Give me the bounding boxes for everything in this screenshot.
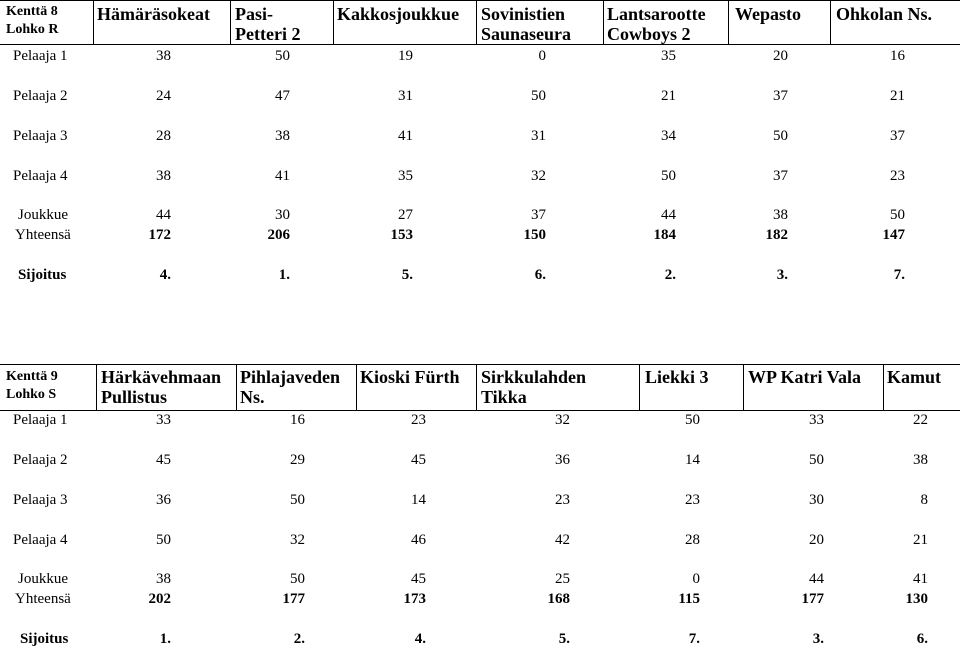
cell-value: 16 — [890, 48, 905, 64]
cell-value: 45 — [411, 571, 426, 587]
cell-value: 20 — [773, 48, 788, 64]
team-name: Hämäräsokeat — [97, 4, 210, 24]
row-rule — [0, 410, 960, 411]
team-name: Cowboys 2 — [607, 24, 691, 44]
header-divider — [476, 364, 477, 410]
cell-value: 37 — [773, 88, 788, 104]
cell-value: 14 — [411, 492, 426, 508]
cell-value: 50 — [890, 207, 905, 223]
cell-value: 177 — [801, 591, 824, 607]
cell-value: 6. — [916, 631, 928, 647]
header-divider — [356, 364, 357, 410]
header-divider — [603, 0, 604, 44]
row-label: Yhteensä — [15, 227, 71, 243]
cell-value: 33 — [809, 412, 824, 428]
cell-value: 41 — [913, 571, 928, 587]
cell-value: 16 — [290, 412, 305, 428]
cell-value: 37 — [773, 168, 788, 184]
table-row — [0, 453, 960, 473]
row-label: Pelaaja 3 — [13, 128, 68, 144]
cell-value: 30 — [809, 492, 824, 508]
cell-value: 44 — [809, 571, 824, 587]
table-row — [0, 208, 960, 228]
cell-value: 38 — [156, 48, 171, 64]
cell-value: 21 — [661, 88, 676, 104]
row-label: Sijoitus — [20, 631, 69, 647]
cell-value: 30 — [275, 207, 290, 223]
team-name: Ns. — [240, 387, 265, 407]
cell-value: 7. — [893, 267, 905, 283]
cell-value: 46 — [411, 532, 426, 548]
row-label: Joukkue — [18, 571, 68, 587]
team-name: Wepasto — [735, 4, 802, 24]
cell-value: 21 — [913, 532, 928, 548]
corner-label: Kenttä 9 — [6, 369, 58, 384]
cell-value: 3. — [776, 267, 788, 283]
cell-value: 4. — [414, 631, 426, 647]
header-divider — [333, 0, 334, 44]
team-name: Härkävehmaan — [101, 367, 222, 387]
cell-value: 41 — [275, 168, 290, 184]
team-name: Sovinistien — [481, 4, 566, 24]
row-label: Pelaaja 4 — [13, 532, 68, 548]
cell-value: 28 — [156, 128, 171, 144]
cell-value: 44 — [661, 207, 676, 223]
header-divider — [476, 0, 477, 44]
cell-value: 130 — [905, 591, 928, 607]
cell-value: 147 — [882, 227, 905, 243]
cell-value: 32 — [555, 412, 570, 428]
header-divider — [743, 364, 744, 410]
row-label: Sijoitus — [18, 267, 67, 283]
cell-value: 27 — [398, 207, 413, 223]
cell-value: 50 — [531, 88, 546, 104]
cell-value: 42 — [555, 532, 570, 548]
team-name: Kioski Fürth — [360, 367, 460, 387]
cell-value: 206 — [267, 227, 290, 243]
cell-value: 182 — [765, 227, 788, 243]
cell-value: 0 — [692, 571, 700, 587]
cell-value: 5. — [558, 631, 570, 647]
team-name: Sirkkulahden — [481, 367, 587, 387]
header-divider — [639, 364, 640, 410]
cell-value: 4. — [159, 267, 171, 283]
cell-value: 2. — [664, 267, 676, 283]
cell-value: 177 — [282, 591, 305, 607]
cell-value: 21 — [890, 88, 905, 104]
cell-value: 32 — [290, 532, 305, 548]
cell-value: 184 — [653, 227, 676, 243]
cell-value: 35 — [661, 48, 676, 64]
cell-value: 6. — [534, 267, 546, 283]
cell-value: 38 — [156, 168, 171, 184]
cell-value: 1. — [159, 631, 171, 647]
cell-value: 7. — [688, 631, 700, 647]
cell-value: 50 — [290, 571, 305, 587]
cell-value: 50 — [661, 168, 676, 184]
table-row — [0, 572, 960, 592]
corner-label: Kenttä 8 — [6, 4, 58, 19]
cell-value: 50 — [685, 412, 700, 428]
cell-value: 50 — [773, 128, 788, 144]
table-row — [0, 129, 960, 149]
table-row — [0, 533, 960, 553]
cell-value: 173 — [403, 591, 426, 607]
team-name: Kamut — [887, 367, 941, 387]
cell-value: 45 — [411, 452, 426, 468]
corner-label: Lohko S — [6, 387, 57, 402]
cell-value: 50 — [290, 492, 305, 508]
cell-value: 23 — [411, 412, 426, 428]
cell-value: 36 — [555, 452, 570, 468]
cell-value: 50 — [156, 532, 171, 548]
row-label: Pelaaja 1 — [13, 412, 68, 428]
team-name: WP Katri Vala — [748, 367, 862, 387]
cell-value: 32 — [531, 168, 546, 184]
team-name: Kakkosjoukkue — [337, 4, 460, 24]
header-divider — [728, 0, 729, 44]
header-divider — [883, 364, 884, 410]
team-name: Ohkolan Ns. — [836, 4, 933, 24]
cell-value: 31 — [531, 128, 546, 144]
row-label: Pelaaja 1 — [13, 48, 68, 64]
row-label: Pelaaja 2 — [13, 452, 68, 468]
header-divider — [236, 364, 237, 410]
cell-value: 37 — [890, 128, 905, 144]
cell-value: 115 — [678, 591, 700, 607]
team-name: Pullistus — [101, 387, 168, 407]
row-label: Pelaaja 4 — [13, 168, 68, 184]
cell-value: 45 — [156, 452, 171, 468]
cell-value: 1. — [278, 267, 290, 283]
cell-value: 34 — [661, 128, 676, 144]
cell-value: 29 — [290, 452, 305, 468]
team-name: Tikka — [481, 387, 527, 407]
cell-value: 25 — [555, 571, 570, 587]
table-row — [0, 89, 960, 109]
cell-value: 24 — [156, 88, 171, 104]
cell-value: 150 — [523, 227, 546, 243]
row-rule — [0, 44, 960, 45]
team-name: Lantsarootte — [607, 4, 706, 24]
cell-value: 3. — [812, 631, 824, 647]
cell-value: 47 — [275, 88, 290, 104]
corner-label: Lohko R — [6, 22, 59, 37]
row-label: Pelaaja 3 — [13, 492, 68, 508]
cell-value: 44 — [156, 207, 171, 223]
team-name: Pasi- — [235, 4, 273, 24]
cell-value: 168 — [547, 591, 570, 607]
cell-value: 38 — [913, 452, 928, 468]
cell-value: 50 — [275, 48, 290, 64]
cell-value: 8 — [920, 492, 928, 508]
table-row — [0, 169, 960, 189]
table-row — [0, 413, 960, 433]
row-label: Joukkue — [18, 207, 68, 223]
cell-value: 35 — [398, 168, 413, 184]
team-name: Pihlajaveden — [240, 367, 341, 387]
cell-value: 23 — [555, 492, 570, 508]
cell-value: 31 — [398, 88, 413, 104]
table-row — [0, 49, 960, 69]
cell-value: 172 — [148, 227, 171, 243]
table-row — [0, 268, 960, 288]
cell-value: 2. — [293, 631, 305, 647]
cell-value: 14 — [685, 452, 700, 468]
cell-value: 50 — [809, 452, 824, 468]
cell-value: 38 — [275, 128, 290, 144]
table-row — [0, 228, 960, 248]
cell-value: 33 — [156, 412, 171, 428]
team-name: Saunaseura — [481, 24, 572, 44]
header-divider — [830, 0, 831, 44]
header-divider — [230, 0, 231, 44]
cell-value: 153 — [390, 227, 413, 243]
table-row — [0, 592, 960, 612]
cell-value: 23 — [685, 492, 700, 508]
cell-value: 0 — [538, 48, 546, 64]
cell-value: 38 — [773, 207, 788, 223]
cell-value: 38 — [156, 571, 171, 587]
header-divider — [96, 364, 97, 410]
row-rule — [0, 0, 960, 1]
cell-value: 19 — [398, 48, 413, 64]
cell-value: 41 — [398, 128, 413, 144]
table-row — [0, 632, 960, 652]
row-label: Pelaaja 2 — [13, 88, 68, 104]
cell-value: 36 — [156, 492, 171, 508]
team-name: Petteri 2 — [235, 24, 301, 44]
cell-value: 202 — [148, 591, 171, 607]
header-divider — [93, 0, 94, 44]
table-row — [0, 493, 960, 513]
cell-value: 22 — [913, 412, 928, 428]
team-name: Liekki 3 — [645, 367, 709, 387]
row-label: Yhteensä — [15, 591, 71, 607]
cell-value: 5. — [401, 267, 413, 283]
cell-value: 23 — [890, 168, 905, 184]
cell-value: 37 — [531, 207, 546, 223]
cell-value: 28 — [685, 532, 700, 548]
cell-value: 20 — [809, 532, 824, 548]
row-rule — [0, 364, 960, 365]
